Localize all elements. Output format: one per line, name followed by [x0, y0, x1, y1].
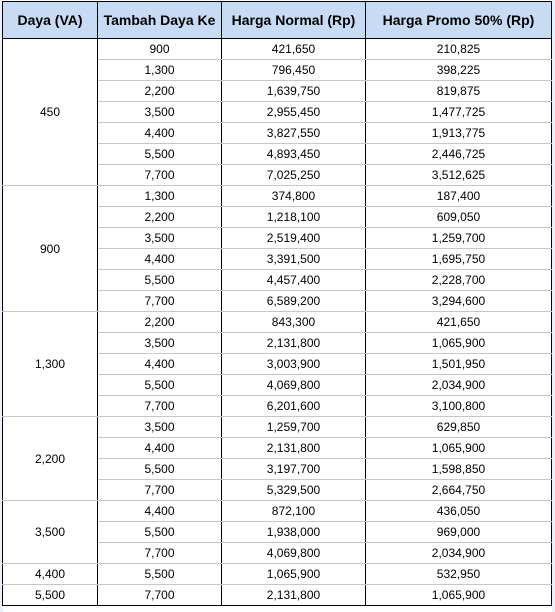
tambah-daya-cell[interactable]: 4,400: [98, 123, 222, 144]
harga-promo-cell[interactable]: 2,034,900: [366, 375, 552, 396]
harga-promo-cell[interactable]: 609,050: [366, 207, 552, 228]
header-harga-normal[interactable]: Harga Normal (Rp): [222, 2, 366, 39]
harga-normal-cell[interactable]: 6,589,200: [222, 291, 366, 312]
harga-normal-cell[interactable]: 4,457,400: [222, 270, 366, 291]
harga-normal-cell[interactable]: 3,391,500: [222, 249, 366, 270]
tambah-daya-cell[interactable]: 5,500: [98, 564, 222, 585]
harga-normal-cell[interactable]: 3,003,900: [222, 354, 366, 375]
harga-promo-cell[interactable]: 819,875: [366, 81, 552, 102]
tambah-daya-cell[interactable]: 3,500: [98, 333, 222, 354]
tambah-daya-cell[interactable]: 7,700: [98, 480, 222, 501]
harga-promo-cell[interactable]: 2,446,725: [366, 144, 552, 165]
harga-promo-cell[interactable]: 421,650: [366, 312, 552, 333]
tambah-daya-cell[interactable]: 5,500: [98, 522, 222, 543]
harga-normal-cell[interactable]: 2,131,800: [222, 585, 366, 606]
harga-normal-cell[interactable]: 4,893,450: [222, 144, 366, 165]
tambah-daya-cell[interactable]: 2,200: [98, 207, 222, 228]
table-row: [3, 417, 552, 438]
harga-promo-cell[interactable]: 1,065,900: [366, 333, 552, 354]
daya-cell[interactable]: 4,400: [3, 564, 98, 585]
table-body: [3, 39, 552, 606]
table-row: [3, 501, 552, 522]
harga-normal-cell[interactable]: 4,069,800: [222, 543, 366, 564]
tambah-daya-cell[interactable]: 900: [98, 39, 222, 60]
harga-promo-cell[interactable]: 1,598,850: [366, 459, 552, 480]
harga-promo-cell[interactable]: 2,228,700: [366, 270, 552, 291]
harga-promo-cell[interactable]: 532,950: [366, 564, 552, 585]
harga-normal-cell[interactable]: 872,100: [222, 501, 366, 522]
tambah-daya-cell[interactable]: 5,500: [98, 270, 222, 291]
harga-normal-cell[interactable]: 7,025,250: [222, 165, 366, 186]
tambah-daya-cell[interactable]: 3,500: [98, 417, 222, 438]
harga-normal-cell[interactable]: 2,131,800: [222, 333, 366, 354]
header-harga-promo[interactable]: Harga Promo 50% (Rp): [366, 2, 552, 39]
daya-cell[interactable]: 1,300: [3, 312, 98, 417]
harga-normal-cell[interactable]: 5,329,500: [222, 480, 366, 501]
tambah-daya-cell[interactable]: 7,700: [98, 165, 222, 186]
daya-cell[interactable]: 900: [3, 186, 98, 312]
harga-promo-cell[interactable]: 3,294,600: [366, 291, 552, 312]
harga-promo-cell[interactable]: 2,034,900: [366, 543, 552, 564]
harga-promo-cell[interactable]: 3,512,625: [366, 165, 552, 186]
harga-normal-cell[interactable]: 1,259,700: [222, 417, 366, 438]
harga-normal-cell[interactable]: 1,639,750: [222, 81, 366, 102]
harga-promo-cell[interactable]: 629,850: [366, 417, 552, 438]
harga-promo-cell[interactable]: 3,100,800: [366, 396, 552, 417]
table-row: [3, 564, 552, 585]
harga-normal-cell[interactable]: 3,197,700: [222, 459, 366, 480]
harga-normal-cell[interactable]: 421,650: [222, 39, 366, 60]
table-row: [3, 585, 552, 606]
header-row: [3, 2, 552, 39]
harga-normal-cell[interactable]: 3,827,550: [222, 123, 366, 144]
tambah-daya-cell[interactable]: 1,300: [98, 60, 222, 81]
harga-promo-cell[interactable]: 398,225: [366, 60, 552, 81]
harga-promo-cell[interactable]: 969,000: [366, 522, 552, 543]
harga-normal-cell[interactable]: 6,201,600: [222, 396, 366, 417]
harga-normal-cell[interactable]: 843,300: [222, 312, 366, 333]
harga-promo-cell[interactable]: 1,913,775: [366, 123, 552, 144]
tambah-daya-cell[interactable]: 4,400: [98, 249, 222, 270]
harga-promo-cell[interactable]: 210,825: [366, 39, 552, 60]
harga-promo-cell[interactable]: 1,501,950: [366, 354, 552, 375]
daya-cell[interactable]: 450: [3, 39, 98, 186]
harga-normal-cell[interactable]: 1,218,100: [222, 207, 366, 228]
harga-promo-cell[interactable]: 1,695,750: [366, 249, 552, 270]
daya-cell[interactable]: 5,500: [3, 585, 98, 606]
table-row: [3, 39, 552, 60]
harga-normal-cell[interactable]: 2,955,450: [222, 102, 366, 123]
tambah-daya-cell[interactable]: 5,500: [98, 375, 222, 396]
harga-promo-cell[interactable]: 1,477,725: [366, 102, 552, 123]
tambah-daya-cell[interactable]: 7,700: [98, 543, 222, 564]
tambah-daya-cell[interactable]: 7,700: [98, 291, 222, 312]
header-tambah-daya[interactable]: Tambah Daya Ke: [98, 2, 222, 39]
harga-promo-cell[interactable]: 436,050: [366, 501, 552, 522]
harga-normal-cell[interactable]: 796,450: [222, 60, 366, 81]
tambah-daya-cell[interactable]: 1,300: [98, 186, 222, 207]
daya-cell[interactable]: 2,200: [3, 417, 98, 501]
harga-normal-cell[interactable]: 4,069,800: [222, 375, 366, 396]
harga-promo-cell[interactable]: 1,259,700: [366, 228, 552, 249]
harga-normal-cell[interactable]: 2,519,400: [222, 228, 366, 249]
price-table: [2, 1, 552, 606]
tambah-daya-cell[interactable]: 4,400: [98, 438, 222, 459]
harga-normal-cell[interactable]: 2,131,800: [222, 438, 366, 459]
tambah-daya-cell[interactable]: 7,700: [98, 396, 222, 417]
harga-promo-cell[interactable]: 1,065,900: [366, 585, 552, 606]
harga-normal-cell[interactable]: 1,938,000: [222, 522, 366, 543]
tambah-daya-cell[interactable]: 4,400: [98, 354, 222, 375]
harga-normal-cell[interactable]: 1,065,900: [222, 564, 366, 585]
table-row: [3, 186, 552, 207]
tambah-daya-cell[interactable]: 3,500: [98, 228, 222, 249]
table-row: [3, 312, 552, 333]
harga-promo-cell[interactable]: 1,065,900: [366, 438, 552, 459]
tambah-daya-cell[interactable]: 5,500: [98, 459, 222, 480]
tambah-daya-cell[interactable]: 5,500: [98, 144, 222, 165]
header-daya[interactable]: Daya (VA): [3, 2, 98, 39]
daya-cell[interactable]: 3,500: [3, 501, 98, 564]
tambah-daya-cell[interactable]: 7,700: [98, 585, 222, 606]
tambah-daya-cell[interactable]: 3,500: [98, 102, 222, 123]
harga-promo-cell[interactable]: 187,400: [366, 186, 552, 207]
harga-promo-cell[interactable]: 2,664,750: [366, 480, 552, 501]
tambah-daya-cell[interactable]: 4,400: [98, 501, 222, 522]
tambah-daya-cell[interactable]: 2,200: [98, 81, 222, 102]
harga-normal-cell[interactable]: 374,800: [222, 186, 366, 207]
tambah-daya-cell[interactable]: 2,200: [98, 312, 222, 333]
